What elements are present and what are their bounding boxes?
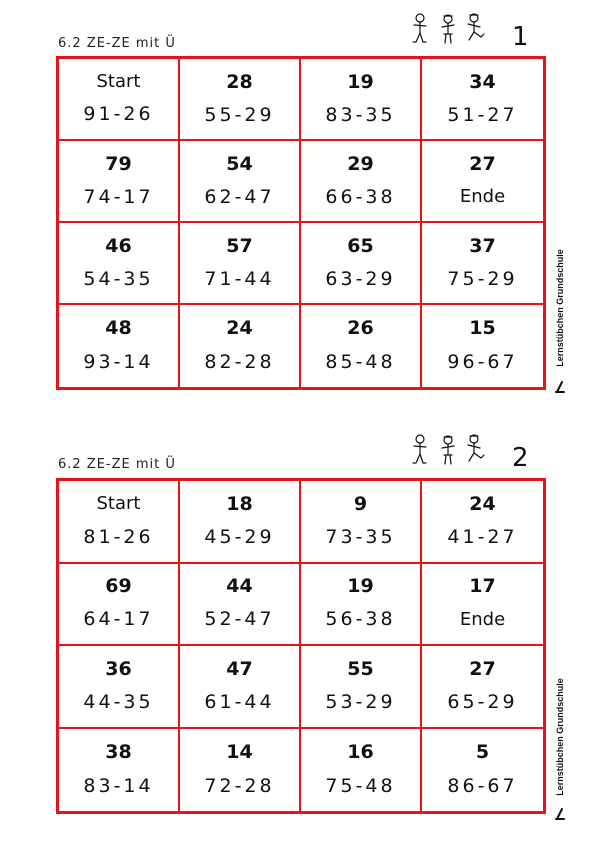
domino-cell: [301, 305, 422, 387]
cell-answer: 16: [347, 740, 374, 763]
cell-task: 83-35: [325, 103, 396, 126]
cell-task: 62-47: [204, 185, 275, 208]
domino-cell: [301, 564, 422, 647]
cell-answer: 37: [469, 234, 496, 257]
domino-cell: [422, 564, 543, 647]
cell-task: 93-14: [83, 351, 154, 373]
children-figures-icon: [408, 433, 490, 467]
domino-cell: [180, 646, 301, 729]
cell-task: 44-35: [83, 690, 154, 713]
cell-answer: 19: [347, 575, 374, 598]
domino-cell: [59, 141, 180, 223]
domino-cell: [59, 481, 180, 564]
domino-cell: [301, 141, 422, 223]
domino-cell: [59, 729, 180, 812]
cell-task: 61-44: [204, 690, 275, 713]
domino-cell: [180, 305, 301, 387]
cell-answer: 17: [469, 575, 496, 598]
cell-task: 45-29: [204, 525, 275, 548]
cell-task: 72-28: [204, 774, 275, 797]
cell-task: 56-38: [325, 608, 396, 631]
cell-answer: 26: [347, 317, 374, 339]
cell-task: 74-17: [83, 185, 154, 208]
cell-task: 86-67: [447, 774, 518, 797]
cell-answer: 47: [226, 657, 253, 680]
cell-answer: Start: [96, 492, 141, 514]
cell-answer: 27: [469, 657, 496, 680]
cell-task: Ende: [459, 186, 506, 208]
cell-task: 75-29: [447, 267, 518, 290]
cell-answer: 36: [105, 657, 132, 680]
worksheet-2: [0, 421, 595, 842]
domino-cell: [422, 481, 543, 564]
cell-answer: 28: [226, 70, 253, 93]
cell-task: 71-44: [204, 267, 275, 290]
cell-task: 73-35: [325, 525, 396, 548]
domino-cell: [301, 729, 422, 812]
cell-answer: 54: [226, 152, 253, 175]
cell-task: 85-48: [325, 351, 396, 373]
domino-cell: [422, 141, 543, 223]
sheet-title: 6.2 ZE-ZE mit Ü: [58, 36, 176, 51]
cell-answer: 18: [226, 492, 253, 515]
cell-task: 64-17: [83, 608, 154, 631]
domino-cell: [301, 223, 422, 305]
domino-cell: [59, 646, 180, 729]
cell-answer: 14: [226, 740, 253, 763]
brand-label: Lernstübchen Grundschule: [555, 678, 566, 796]
domino-cell: [422, 729, 543, 812]
cell-task: 83-14: [83, 774, 154, 797]
domino-cell: [301, 646, 422, 729]
cell-answer: 15: [469, 317, 496, 339]
cell-answer: 34: [469, 70, 496, 93]
domino-cell: [59, 305, 180, 387]
cell-task: 51-27: [447, 103, 518, 126]
cell-task: 66-38: [325, 185, 396, 208]
cell-task: 81-26: [83, 525, 154, 548]
cell-answer: 24: [469, 492, 496, 515]
domino-cell: [180, 729, 301, 812]
cell-answer: 79: [105, 152, 132, 175]
cell-answer: 69: [105, 575, 132, 598]
cell-answer: 29: [347, 152, 374, 175]
cell-answer: 46: [105, 234, 132, 257]
arithmetic-domino-grid: [56, 56, 546, 390]
domino-cell: [59, 59, 180, 141]
domino-cell: [59, 223, 180, 305]
cell-answer: 55: [347, 657, 374, 680]
cell-answer: 27: [469, 152, 496, 175]
domino-cell: [422, 223, 543, 305]
cell-task: 54-35: [83, 267, 154, 290]
cell-answer: Start: [96, 70, 141, 92]
domino-cell: [180, 141, 301, 223]
domino-cell: [422, 646, 543, 729]
sheet-number: 1: [512, 22, 529, 52]
brand-logo-icon: [554, 807, 566, 821]
domino-cell: [180, 59, 301, 141]
cell-task: 55-29: [204, 103, 275, 126]
domino-cell: [180, 481, 301, 564]
cell-task: 91-26: [83, 103, 154, 126]
cell-answer: 19: [347, 70, 374, 93]
cell-answer: 44: [226, 575, 253, 598]
cell-answer: 38: [105, 740, 132, 763]
cell-task: 41-27: [447, 525, 518, 548]
cell-answer: 24: [226, 317, 253, 339]
brand-label: Lernstübchen Grundschule: [555, 249, 566, 367]
cell-task: 65-29: [447, 690, 518, 713]
arithmetic-domino-grid: [56, 478, 546, 814]
domino-cell: [180, 223, 301, 305]
cell-answer: 9: [353, 492, 368, 515]
cell-task: Ende: [459, 609, 506, 631]
cell-answer: 65: [347, 234, 374, 257]
domino-cell: [301, 59, 422, 141]
cell-answer: 5: [475, 740, 490, 763]
cell-task: 75-48: [325, 774, 396, 797]
cell-task: 82-28: [204, 351, 275, 373]
domino-cell: [422, 59, 543, 141]
domino-cell: [422, 305, 543, 387]
children-figures-icon: [408, 12, 490, 46]
cell-answer: 57: [226, 234, 253, 257]
cell-task: 52-47: [204, 608, 275, 631]
domino-cell: [301, 481, 422, 564]
domino-cell: [59, 564, 180, 647]
sheet-number: 2: [512, 443, 529, 473]
cell-task: 53-29: [325, 690, 396, 713]
domino-cell: [180, 564, 301, 647]
cell-task: 96-67: [447, 351, 518, 373]
cell-task: 63-29: [325, 267, 396, 290]
sheet-title: 6.2 ZE-ZE mit Ü: [58, 457, 176, 472]
brand-logo-icon: [554, 380, 566, 394]
cell-answer: 48: [105, 317, 132, 339]
